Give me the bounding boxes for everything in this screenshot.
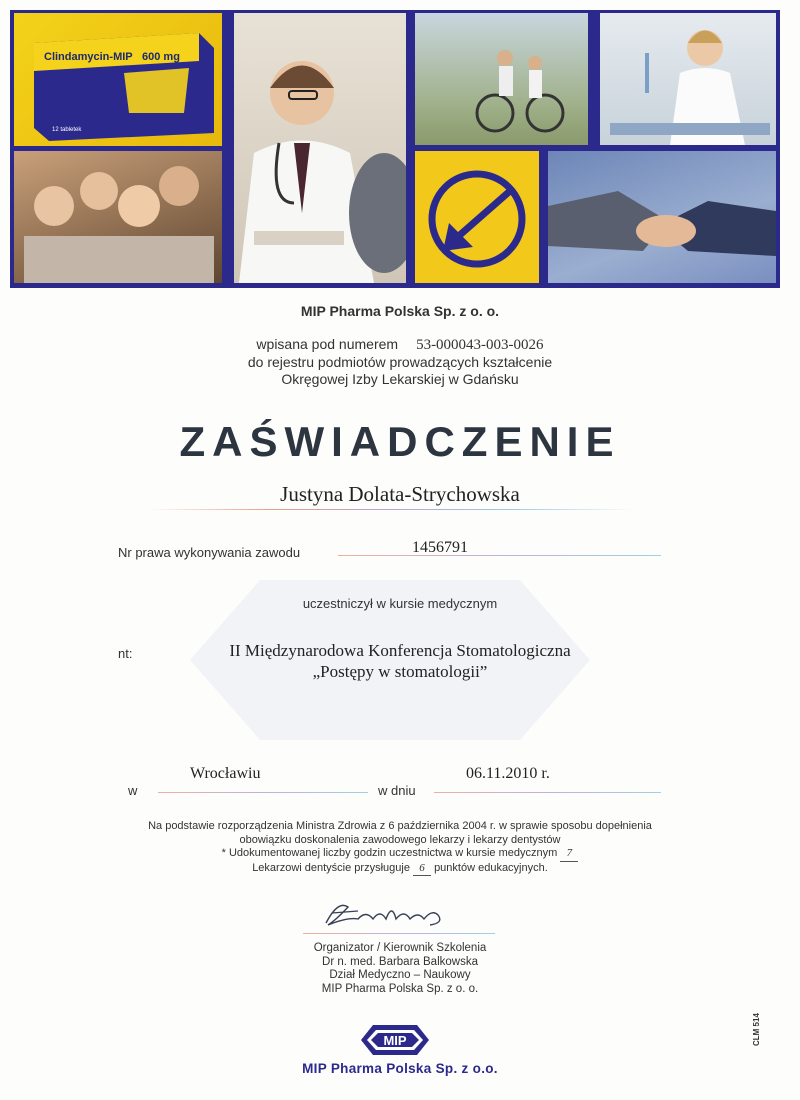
legal-basis-text <box>0 820 800 876</box>
place-label: w <box>128 783 138 798</box>
signature-line <box>303 933 495 934</box>
product-pack-text: 12 tabletek <box>52 127 82 133</box>
document-title: ZAŚWIADCZENIE <box>179 418 621 465</box>
product-name-text: Clindamycin-MIP <box>44 51 133 63</box>
registration-prefix: wpisana pod numerem <box>256 336 399 352</box>
legal-line-1: Na podstawie rozporządzenia Ministra Zdrowia z 6 października 2004 r. w sprawie sposobu dopełnienia <box>148 820 652 832</box>
license-underline <box>338 555 661 556</box>
signatory-role: Organizator / Kierownik Szkolenia <box>313 942 487 954</box>
course-title-line-1: II Międzynarodowa Konferencja Stomatologiczna <box>229 641 571 660</box>
recipient-name: Justyna Dolata-Strychowska <box>280 482 520 506</box>
mip-logo <box>355 1022 435 1058</box>
registration-line-3: Okręgowej Izby Lekarskiej w Gdańsku <box>281 371 519 387</box>
course-prefix: nt: <box>118 646 133 661</box>
family-group-photo <box>14 151 222 283</box>
registration-line-2: do rejestru podmiotów prowadzących kształcenie <box>247 354 553 370</box>
signatory-department: Dział Medyczno – Naukowy <box>329 969 471 981</box>
footer-company: MIP Pharma Polska Sp. z o.o. <box>302 1061 498 1076</box>
legal-points-prefix: Lekarzowi dentyście przysługuje <box>252 861 410 874</box>
photo-banner <box>10 10 780 288</box>
cycling-couple-photo <box>415 13 588 145</box>
form-code: CLM 514 <box>752 1013 761 1046</box>
place-value: Wrocławiu <box>190 765 261 782</box>
license-number: 1456791 <box>412 539 468 556</box>
education-points: 6 <box>413 862 431 877</box>
doctor-photo <box>234 13 406 283</box>
company-header: MIP Pharma Polska Sp. z o. o. <box>300 303 500 319</box>
date-underline <box>434 792 661 793</box>
product-dose-text: 600 mg <box>142 51 180 63</box>
product-box-illustration <box>14 13 222 146</box>
course-title-line-2: „Postępy w stomatologii” <box>312 662 488 681</box>
registration-number: 53-000043-003-0026 <box>416 337 544 353</box>
lab-scientist-photo <box>600 13 776 145</box>
signatory-company: MIP Pharma Polska Sp. z o. o. <box>321 982 479 995</box>
logo-text: MIP <box>383 1033 407 1048</box>
date-value: 06.11.2010 r. <box>466 765 550 782</box>
signatory-block <box>0 942 800 996</box>
handwritten-signature <box>318 895 458 935</box>
course-hours: 7 <box>560 847 578 862</box>
registration-info <box>0 336 800 388</box>
participation-text: uczestniczył w kursie medycznym <box>302 596 498 611</box>
handshake-photo <box>548 151 776 283</box>
mip-arrow-graphic <box>415 151 539 283</box>
place-underline <box>158 792 368 793</box>
legal-hours-prefix: * Udokumentowanej liczby godzin uczestnictwa w kursie medycznym <box>221 847 558 859</box>
legal-points-suffix: punktów edukacyjnych. <box>434 861 548 874</box>
course-title <box>0 640 800 682</box>
date-label: w dniu <box>378 783 416 798</box>
signatory-name: Dr n. med. Barbara Balkowska <box>322 955 478 968</box>
license-label: Nr prawa wykonywania zawodu <box>118 545 301 560</box>
name-underline <box>148 509 633 510</box>
product-box-photo <box>14 13 222 146</box>
legal-line-2: obowiązku doskonalenia zawodowego lekarzy i lekarzy dentystów <box>239 833 561 846</box>
